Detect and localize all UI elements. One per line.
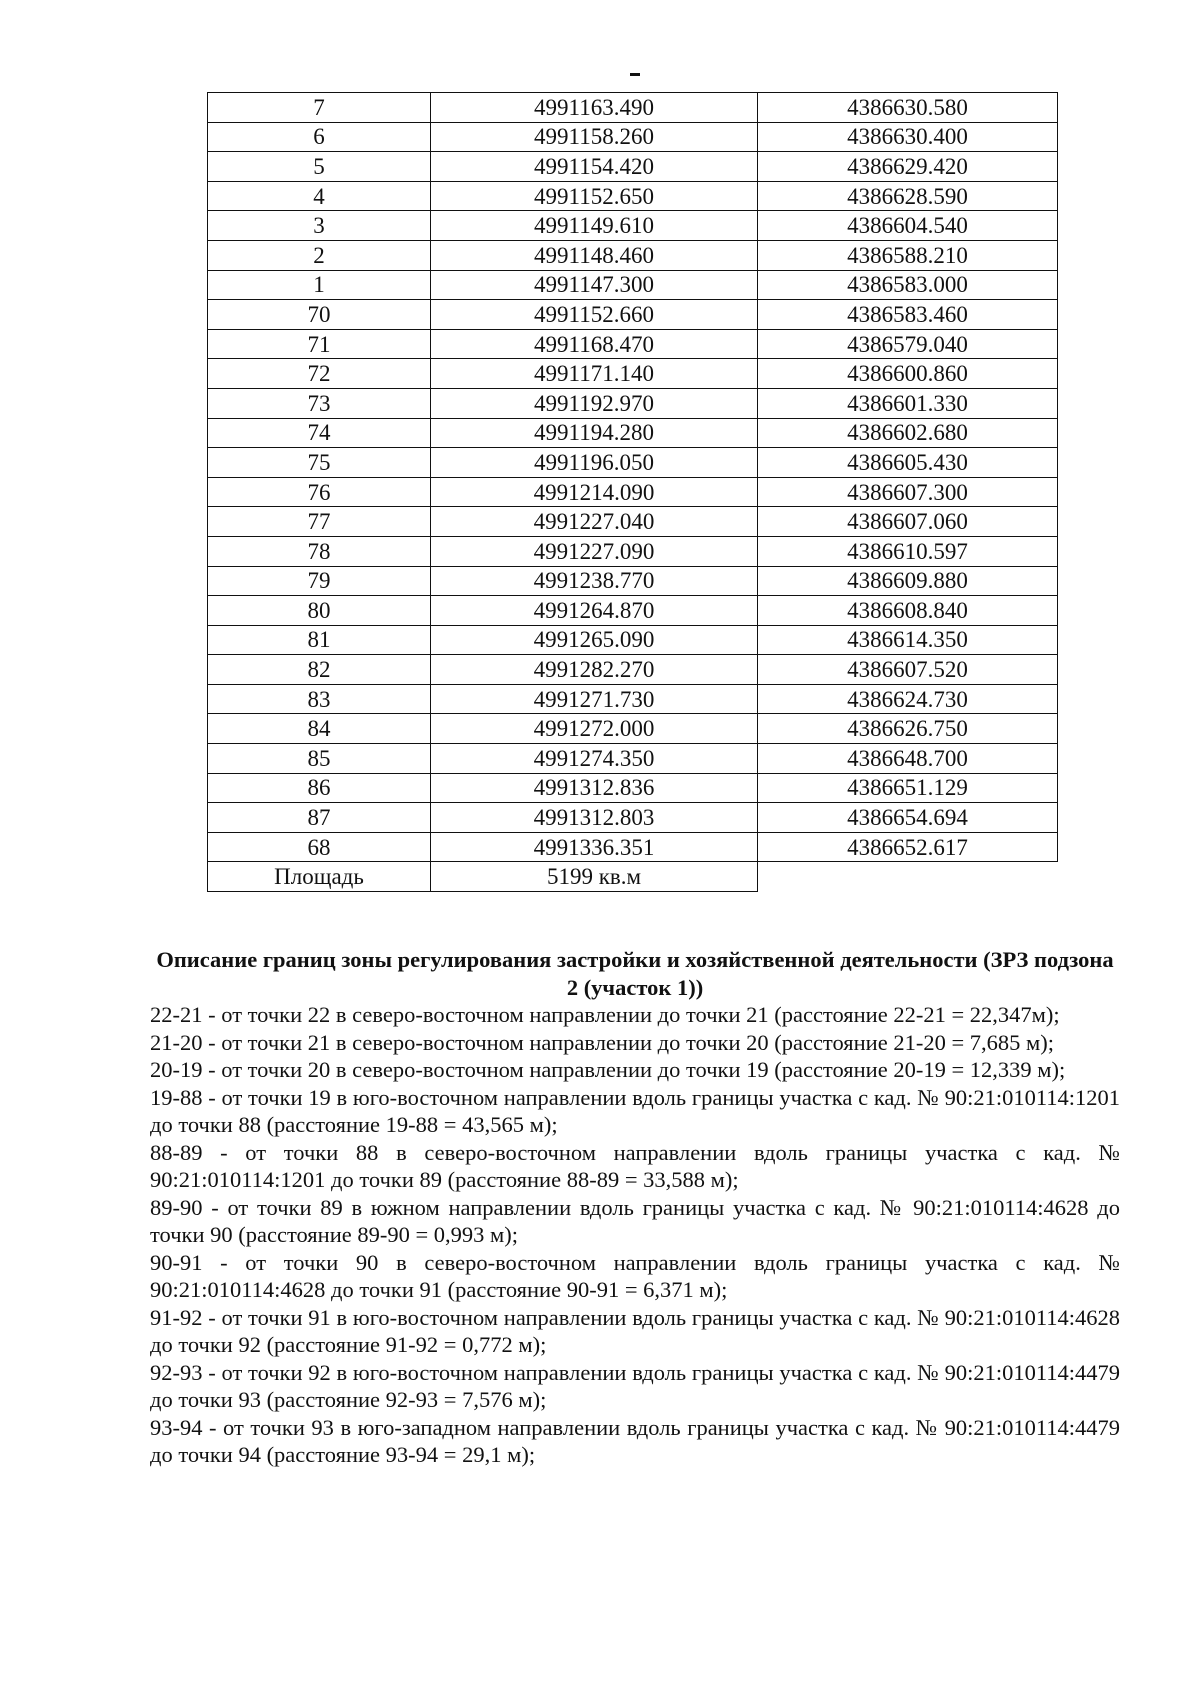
- point-number-cell: 71: [208, 329, 431, 359]
- point-number-cell: 7: [208, 93, 431, 123]
- y-coordinate-cell: 4386609.880: [758, 566, 1058, 596]
- x-coordinate-cell: 4991149.610: [431, 211, 758, 241]
- y-coordinate-cell: 4386648.700: [758, 744, 1058, 774]
- point-number-cell: 75: [208, 448, 431, 478]
- table-row: [208, 744, 1058, 774]
- point-number-cell: 79: [208, 566, 431, 596]
- point-number-cell: 70: [208, 300, 431, 330]
- table-row: [208, 181, 1058, 211]
- table-row: [208, 388, 1058, 418]
- table-row: [208, 152, 1058, 182]
- x-coordinate-cell: 4991168.470: [431, 329, 758, 359]
- table-row: [208, 448, 1058, 478]
- x-coordinate-cell: 4991312.836: [431, 773, 758, 803]
- y-coordinate-cell: 4386583.000: [758, 270, 1058, 300]
- point-number-cell: 87: [208, 803, 431, 833]
- y-coordinate-cell: 4386652.617: [758, 832, 1058, 862]
- y-coordinate-cell: 4386604.540: [758, 211, 1058, 241]
- boundary-description-section: [150, 946, 1120, 1469]
- coordinates-table-body: [208, 93, 1058, 862]
- y-coordinate-cell: 4386600.860: [758, 359, 1058, 389]
- coordinates-table: [207, 92, 1058, 892]
- table-row: [208, 93, 1058, 123]
- y-coordinate-cell: 4386608.840: [758, 596, 1058, 626]
- x-coordinate-cell: 4991154.420: [431, 152, 758, 182]
- x-coordinate-cell: 4991264.870: [431, 596, 758, 626]
- boundary-segment-paragraph: 20-19 - от точки 20 в северо-восточном направлении до точки 19 (расстояние 20-19 = 12,339 м);: [150, 1057, 1066, 1082]
- area-label: Площадь: [208, 862, 431, 892]
- y-coordinate-cell: 4386614.350: [758, 625, 1058, 655]
- x-coordinate-cell: 4991336.351: [431, 832, 758, 862]
- area-row: [208, 862, 1058, 892]
- table-row: [208, 300, 1058, 330]
- y-coordinate-cell: 4386626.750: [758, 714, 1058, 744]
- point-number-cell: 6: [208, 122, 431, 152]
- point-number-cell: 78: [208, 536, 431, 566]
- table-row: [208, 477, 1058, 507]
- area-empty-cell: [758, 862, 1058, 892]
- point-number-cell: 73: [208, 388, 431, 418]
- x-coordinate-cell: 4991148.460: [431, 240, 758, 270]
- table-row: [208, 596, 1058, 626]
- table-row: [208, 625, 1058, 655]
- point-number-cell: 3: [208, 211, 431, 241]
- point-number-cell: 85: [208, 744, 431, 774]
- point-number-cell: 74: [208, 418, 431, 448]
- point-number-cell: 72: [208, 359, 431, 389]
- x-coordinate-cell: 4991312.803: [431, 803, 758, 833]
- point-number-cell: 76: [208, 477, 431, 507]
- table-row: [208, 655, 1058, 685]
- y-coordinate-cell: 4386583.460: [758, 300, 1058, 330]
- y-coordinate-cell: 4386607.060: [758, 507, 1058, 537]
- x-coordinate-cell: 4991227.090: [431, 536, 758, 566]
- table-row: [208, 684, 1058, 714]
- x-coordinate-cell: 4991171.140: [431, 359, 758, 389]
- x-coordinate-cell: 4991158.260: [431, 122, 758, 152]
- table-row: [208, 566, 1058, 596]
- boundary-segment-paragraph: 93-94 - от точки 93 в юго-западном направлении вдоль границы участка с кад. № 90:21:010114:4479 до точки 94 (расстояние 93-94 = 29,1 м);: [150, 1414, 1120, 1467]
- table-row: [208, 832, 1058, 862]
- x-coordinate-cell: 4991227.040: [431, 507, 758, 537]
- table-row: [208, 536, 1058, 566]
- boundary-segment-paragraph: 91-92 - от точки 91 в юго-восточном направлении вдоль границы участка с кад. № 90:21:010114:4628 до точки 92 (расстояние 91-92 = 0,772 м);: [150, 1304, 1120, 1357]
- table-row: [208, 359, 1058, 389]
- y-coordinate-cell: 4386607.300: [758, 477, 1058, 507]
- boundary-segment-paragraph: 89-90 - от точки 89 в южном направлении вдоль границы участка с кад. № 90:21:010114:4628 до точки 90 (расстояние 89-90 = 0,993 м);: [150, 1194, 1120, 1247]
- y-coordinate-cell: 4386610.597: [758, 536, 1058, 566]
- boundary-segment-paragraph: 19-88 - от точки 19 в юго-восточном направлении вдоль границы участка с кад. № 90:21:010114:1201 до точки 88 (расстояние 19-88 = 43,565 м);: [150, 1084, 1120, 1137]
- table-row: [208, 803, 1058, 833]
- x-coordinate-cell: 4991238.770: [431, 566, 758, 596]
- point-number-cell: 1: [208, 270, 431, 300]
- table-row: [208, 211, 1058, 241]
- x-coordinate-cell: 4991271.730: [431, 684, 758, 714]
- table-row: [208, 714, 1058, 744]
- boundary-segment-paragraph: 22-21 - от точки 22 в северо-восточном направлении до точки 21 (расстояние 22-21 = 22,347м);: [150, 1002, 1060, 1027]
- boundary-segment-paragraph: 21-20 - от точки 21 в северо-восточном направлении до точки 20 (расстояние 21-20 = 7,685 м);: [150, 1029, 1054, 1055]
- table-row: [208, 418, 1058, 448]
- point-number-cell: 77: [208, 507, 431, 537]
- y-coordinate-cell: 4386588.210: [758, 240, 1058, 270]
- point-number-cell: 4: [208, 181, 431, 211]
- y-coordinate-cell: 4386601.330: [758, 388, 1058, 418]
- boundary-segment-paragraph: 90-91 - от точки 90 в северо-восточном направлении вдоль границы участка с кад. № 90:21:010114:4628 до точки 91 (расстояние 90-91 = 6,371 м);: [150, 1249, 1120, 1302]
- table-row: [208, 507, 1058, 537]
- boundary-segment-paragraph: 88-89 - от точки 88 в северо-восточном направлении вдоль границы участка с кад. № 90:21:010114:1201 до точки 89 (расстояние 88-89 = 33,588 м);: [150, 1139, 1120, 1192]
- x-coordinate-cell: 4991147.300: [431, 270, 758, 300]
- table-row: [208, 122, 1058, 152]
- y-coordinate-cell: 4386602.680: [758, 418, 1058, 448]
- table-row: [208, 329, 1058, 359]
- x-coordinate-cell: 4991152.660: [431, 300, 758, 330]
- y-coordinate-cell: 4386630.580: [758, 93, 1058, 123]
- x-coordinate-cell: 4991152.650: [431, 181, 758, 211]
- x-coordinate-cell: 4991192.970: [431, 388, 758, 418]
- y-coordinate-cell: 4386579.040: [758, 329, 1058, 359]
- point-number-cell: 84: [208, 714, 431, 744]
- y-coordinate-cell: 4386654.694: [758, 803, 1058, 833]
- x-coordinate-cell: 4991214.090: [431, 477, 758, 507]
- point-number-cell: 80: [208, 596, 431, 626]
- point-number-cell: 5: [208, 152, 431, 182]
- y-coordinate-cell: 4386605.430: [758, 448, 1058, 478]
- x-coordinate-cell: 4991274.350: [431, 744, 758, 774]
- point-number-cell: 2: [208, 240, 431, 270]
- x-coordinate-cell: 4991265.090: [431, 625, 758, 655]
- boundary-segment-list: [150, 1001, 1120, 1469]
- y-coordinate-cell: 4386651.129: [758, 773, 1058, 803]
- page-top-mark: [630, 73, 640, 76]
- table-row: [208, 240, 1058, 270]
- table-row: [208, 270, 1058, 300]
- table-row: [208, 773, 1058, 803]
- point-number-cell: 68: [208, 832, 431, 862]
- area-value: 5199 кв.м: [431, 862, 758, 892]
- point-number-cell: 86: [208, 773, 431, 803]
- y-coordinate-cell: 4386607.520: [758, 655, 1058, 685]
- x-coordinate-cell: 4991282.270: [431, 655, 758, 685]
- x-coordinate-cell: 4991194.280: [431, 418, 758, 448]
- section-heading: Описание границ зоны регулирования застройки и хозяйственной деятельности (ЗРЗ подзона 2 (участок 1)): [156, 947, 1114, 1000]
- x-coordinate-cell: 4991272.000: [431, 714, 758, 744]
- x-coordinate-cell: 4991196.050: [431, 448, 758, 478]
- y-coordinate-cell: 4386624.730: [758, 684, 1058, 714]
- y-coordinate-cell: 4386628.590: [758, 181, 1058, 211]
- y-coordinate-cell: 4386629.420: [758, 152, 1058, 182]
- point-number-cell: 81: [208, 625, 431, 655]
- x-coordinate-cell: 4991163.490: [431, 93, 758, 123]
- point-number-cell: 83: [208, 684, 431, 714]
- y-coordinate-cell: 4386630.400: [758, 122, 1058, 152]
- point-number-cell: 82: [208, 655, 431, 685]
- boundary-segment-paragraph: 92-93 - от точки 92 в юго-восточном направлении вдоль границы участка с кад. № 90:21:010114:4479 до точки 93 (расстояние 92-93 = 7,576 м);: [150, 1359, 1120, 1412]
